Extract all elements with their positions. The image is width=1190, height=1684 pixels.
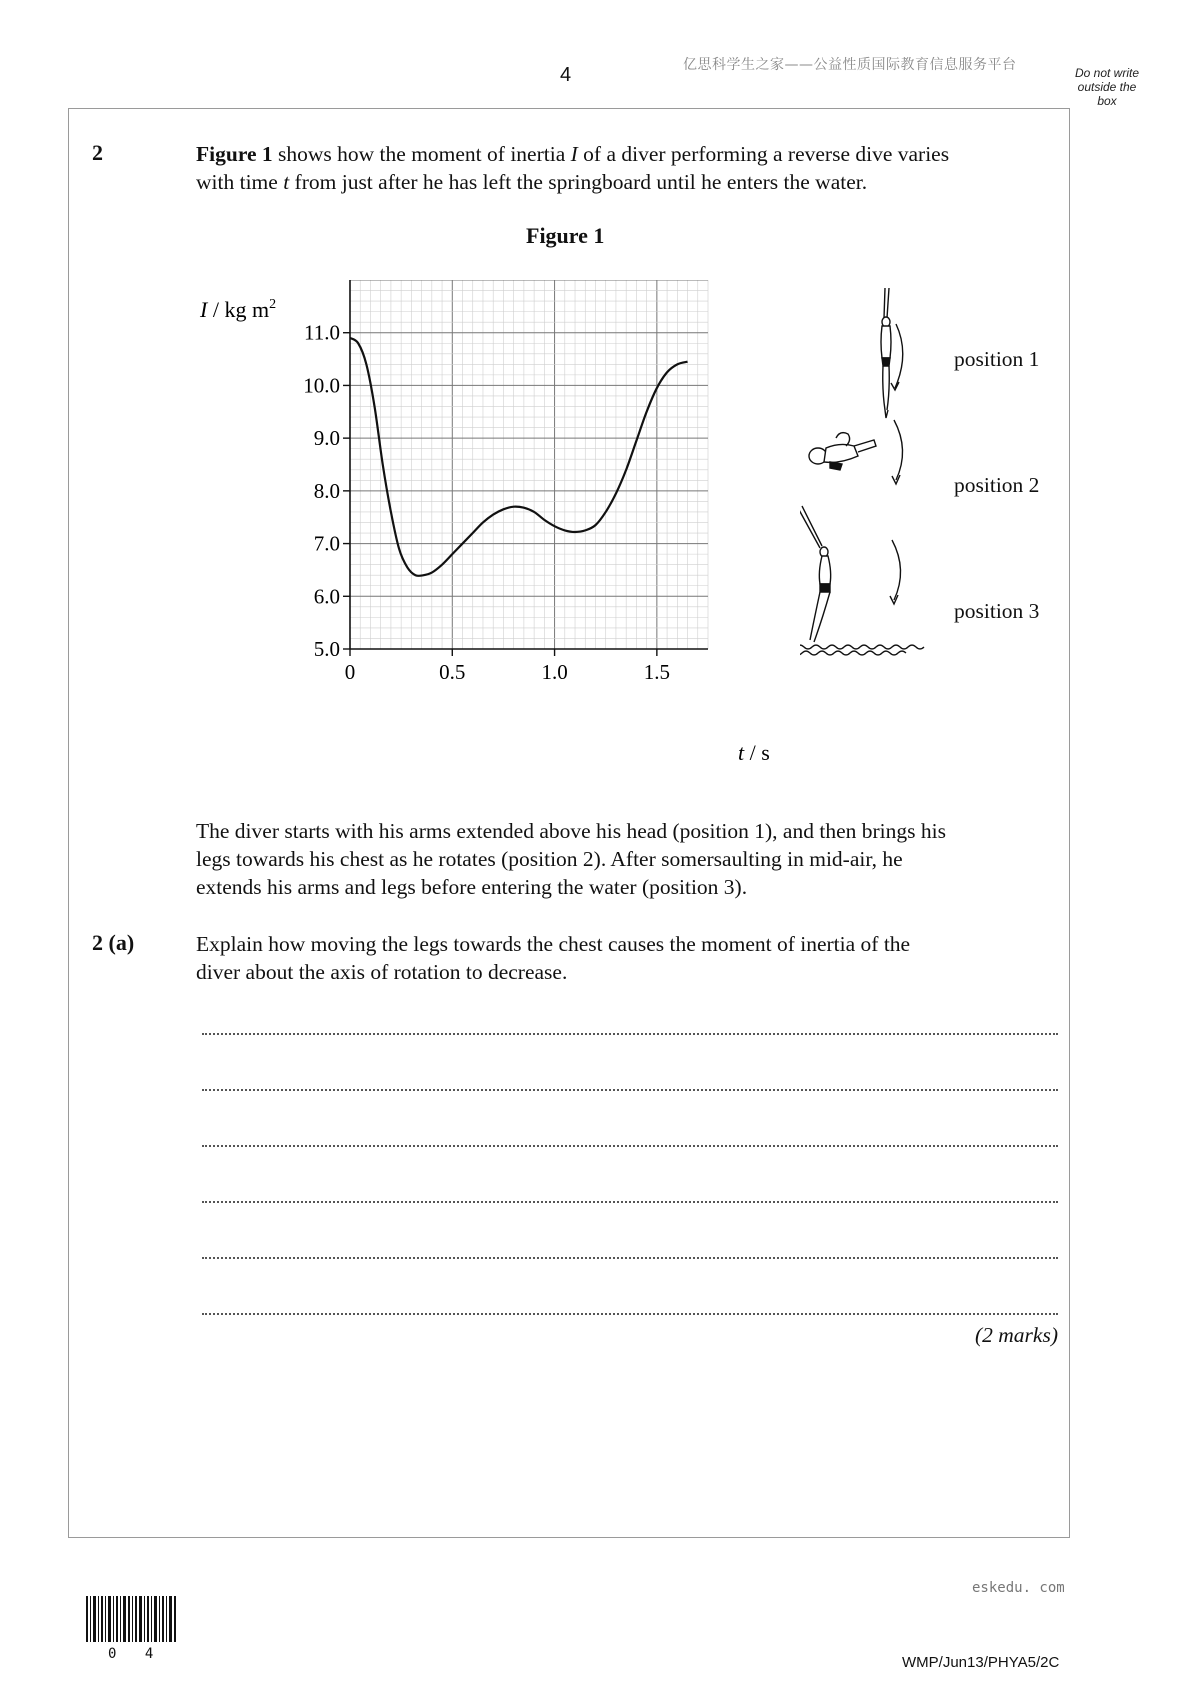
answer-line[interactable] <box>202 1257 1058 1259</box>
graph-grid <box>350 280 708 649</box>
position-2-label: position 2 <box>954 473 1040 497</box>
y-axis-label: I / kg $m^2$ <box>200 297 277 322</box>
paper-reference: WMP/Jun13/PHYA5/2C <box>902 1654 1060 1671</box>
part-a-question <box>196 930 1076 986</box>
diver-positions-figure <box>800 280 1100 720</box>
answer-line[interactable] <box>202 1033 1058 1035</box>
footer-watermark: eskedu. com <box>972 1580 1065 1596</box>
barcode-icon <box>86 1596 178 1642</box>
position-1-label: position 1 <box>954 347 1040 371</box>
diver-position-1 <box>881 288 891 418</box>
y-tick-label: 7.0 <box>313 531 340 556</box>
description-line: extends his arms and legs before entering the water (position 3). <box>196 875 748 899</box>
rotation-arrow-1 <box>895 324 903 388</box>
barcode-number: 0 4 <box>108 1646 164 1662</box>
question-number: 2 <box>92 140 103 165</box>
question-intro <box>196 140 1076 196</box>
part-a-line: diver about the axis of rotation to decrease. <box>196 960 568 984</box>
answer-line[interactable] <box>202 1201 1058 1203</box>
figure-title: Figure 1 <box>526 223 605 248</box>
y-tick-label: 11.0 <box>304 320 340 345</box>
answer-line[interactable] <box>202 1313 1058 1315</box>
diver-position-3 <box>800 506 831 642</box>
x-axis-label: t / s <box>738 740 770 765</box>
inertia-time-graph <box>190 280 790 790</box>
y-tick-label: 8.0 <box>313 478 340 503</box>
answer-line[interactable] <box>202 1089 1058 1091</box>
graph-axes <box>303 280 708 684</box>
rotation-arrow-2 <box>894 420 903 480</box>
marks-indicator: (2 marks) <box>975 1323 1058 1347</box>
y-tick-label: 10.0 <box>303 373 340 398</box>
position-3-label: position 3 <box>954 599 1040 623</box>
description-line: legs towards his chest as he rotates (position 2). After somersaulting in mid-air, he <box>196 847 903 871</box>
margin-note-line: box <box>1097 94 1117 108</box>
header-watermark: 亿思科学生之家——公益性质国际教育信息服务平台 <box>683 57 1017 73</box>
water-surface <box>800 645 924 655</box>
y-tick-label: 9.0 <box>313 426 340 451</box>
margin-note-line: outside the <box>1077 80 1137 94</box>
rotation-arrow-3 <box>892 540 901 600</box>
part-a-line: Explain how moving the legs towards the chest causes the moment of inertia of the <box>196 932 911 956</box>
inertia-curve <box>350 338 688 576</box>
y-tick-label: 6.0 <box>313 584 340 609</box>
x-tick-label: 0.5 <box>439 660 466 684</box>
intro-line-1: Figure 1 shows how the moment of inertia I of a diver performing a reverse dive varies <box>196 142 950 166</box>
figure-reference: Figure 1 <box>196 142 273 166</box>
margin-note-line: Do not write <box>1074 66 1140 80</box>
part-a-label: 2 (a) <box>92 930 135 955</box>
answer-line[interactable] <box>202 1145 1058 1147</box>
margin-note <box>1064 66 1150 108</box>
x-tick-label: 1.0 <box>541 660 568 684</box>
intro-line-2: with time t from just after he has left the springboard until he enters the water. <box>196 170 868 194</box>
diver-position-2 <box>800 280 876 470</box>
description-line: The diver starts with his arms extended above his head (position 1), and then brings his <box>196 819 946 843</box>
y-tick-label: 5.0 <box>313 637 340 661</box>
dive-description <box>196 817 1076 901</box>
page-number: 4 <box>560 64 572 86</box>
x-tick-label: 0 <box>344 660 356 684</box>
x-tick-label: 1.5 <box>643 660 670 684</box>
